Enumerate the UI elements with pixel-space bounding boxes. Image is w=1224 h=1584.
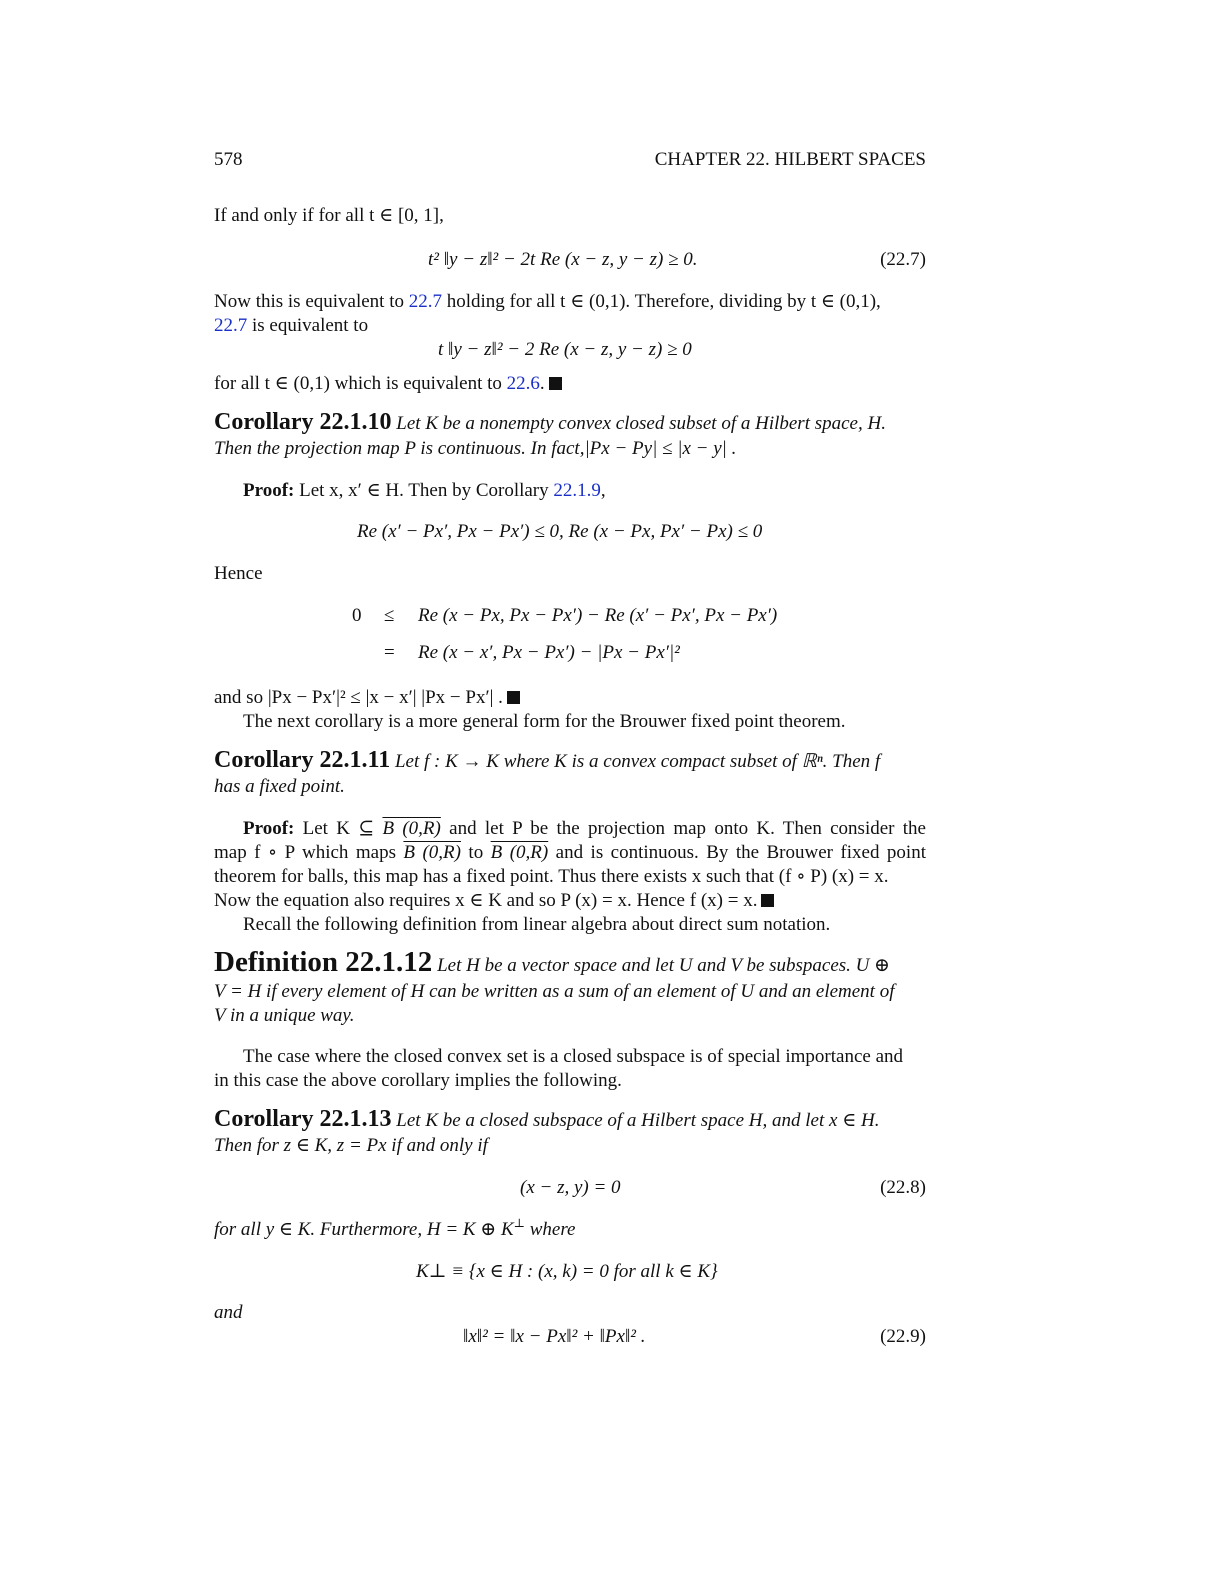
equation-ref-link[interactable]: 22.6 [506,373,540,394]
qed-square-icon [549,377,562,390]
equation: Re (x′ − Px′, Px − Px′) ≤ 0, Re (x − Px, Px′ − Px) ≤ 0 [357,521,763,542]
text-line: V in a unique way. [214,1005,355,1026]
text-line: in this case the above corollary implies the following. [214,1070,622,1091]
array-rhs: Re (x − x′, Px − Px′) − |Px − Px′|² [418,642,680,663]
text-line: The case where the closed convex set is a closed subspace is of special importance and [243,1046,903,1067]
corollary-22-1-13: Corollary 22.1.13 Let K be a closed subspace of a Hilbert space H, and let x ∈ H. [214,1106,880,1132]
text-line: If and only if for all t ∈ [0, 1], [214,205,444,226]
corollary-22-1-11: Corollary 22.1.11 Let f : K → K where K is a convex compact subset of ℝⁿ. Then f [214,747,881,773]
page-number: 578 [214,149,243,170]
equation-ref-link[interactable]: 22.7 [214,315,248,336]
equation-number: (22.9) [880,1326,926,1347]
theorem-label: Corollary 22.1.10 [214,409,392,435]
text-line: theorem for balls, this map has a fixed point. Thus there exists x such that (f ∘ P) (x) = x. [214,866,889,887]
qed-square-icon [761,894,774,907]
text-line: Proof: Let K ⊆ B (0,R) and let P be the projection map onto K. Then consider the [243,818,926,839]
array-op: ≤ [384,605,395,626]
text-line: V = H if every element of H can be written as a sum of an element of U and an element of [214,981,895,1002]
text-line: Now the equation also requires x ∈ K and so P (x) = x. Hence f (x) = x. [214,889,774,913]
equation: t ‖y − z‖² − 2 Re (x − z, y − z) ≥ 0 [438,339,692,360]
text-line: The next corollary is a more general form for the Brouwer fixed point theorem. [243,711,846,732]
text-line: Recall the following definition from linear algebra about direct sum notation. [243,914,831,935]
text-line: and so |Px − Px′|² ≤ |x − x′| |Px − Px′| . [214,686,520,710]
equation-22-9: ‖x‖² = ‖x − Px‖² + ‖Px‖² . [463,1326,646,1347]
corollary-ref-link[interactable]: 22.1.9 [553,480,601,501]
text-line: for all t ∈ (0,1) which is equivalent to 22.6. [214,372,562,396]
text-line: has a fixed point. [214,776,345,797]
equation: K⊥ ≡ {x ∈ H : (x, k) = 0 for all k ∈ K} [416,1261,718,1282]
text-line: map f ∘ P which maps B (0,R) to B (0,R) and is continuous. By the Brouwer fixed point [214,842,926,863]
definition-22-1-12: Definition 22.1.12 Let H be a vector space and let U and V be subspaces. U ⊕ [214,946,891,978]
definition-label: Definition 22.1.12 [214,946,433,978]
array-lhs: 0 [352,605,362,626]
text-line: 22.7 is equivalent to [214,315,369,336]
equation-number: (22.7) [880,249,926,270]
theorem-label: Corollary 22.1.11 [214,747,391,773]
equation-ref-link[interactable]: 22.7 [408,291,442,312]
text-line: Hence [214,563,263,584]
equation-22-8: (x − z, y) = 0 [520,1177,621,1198]
qed-square-icon [507,691,520,704]
equation-22-7: t² ‖y − z‖² − 2t Re (x − z, y − z) ≥ 0. [428,249,698,270]
array-op: = [384,642,395,663]
text-line: and [214,1302,243,1323]
text-line: Now this is equivalent to 22.7 holding for all t ∈ (0,1). Therefore, dividing by t ∈ (0,1), [214,291,881,312]
array-rhs: Re (x − Px, Px − Px′) − Re (x′ − Px′, Px − Px′) [418,605,778,626]
equation-number: (22.8) [880,1177,926,1198]
running-header: CHAPTER 22. HILBERT SPACES [654,149,926,170]
text-line: Then the projection map P is continuous. In fact,|Px − Py| ≤ |x − y| . [214,438,737,459]
text-line: for all y ∈ K. Furthermore, H = K ⊕ K⊥ where [214,1216,576,1240]
text-line: Then for z ∈ K, z = Px if and only if [214,1135,488,1156]
theorem-label: Corollary 22.1.13 [214,1106,392,1132]
text-line: Proof: Let x, x′ ∈ H. Then by Corollary 22.1.9, [243,480,606,501]
corollary-22-1-10: Corollary 22.1.10 Let K be a nonempty convex closed subset of a Hilbert space, H. [214,409,886,435]
